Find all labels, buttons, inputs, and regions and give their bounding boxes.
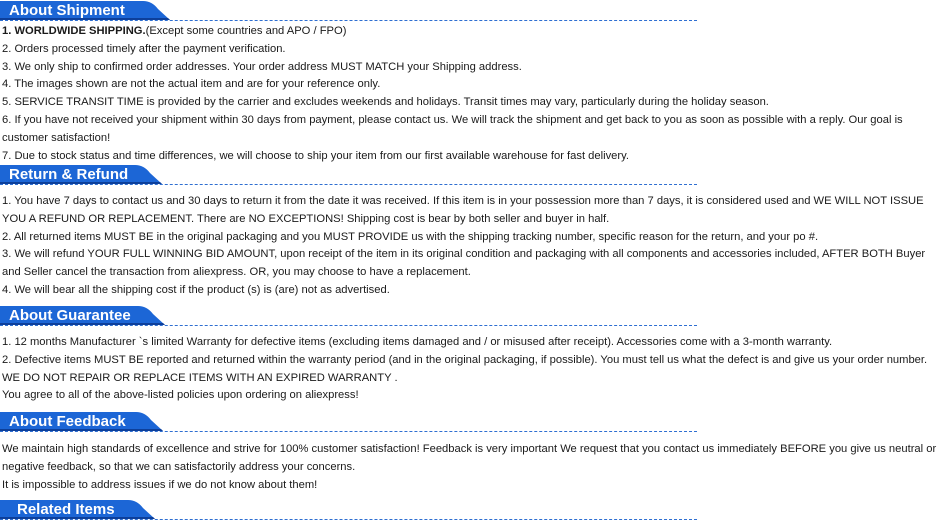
- section-header-related: [0, 500, 941, 522]
- guarantee-item-1: 1. 12 months Manufacturer `s limited Warranty for defective items (excluding items damaged and / or misused after receipt). Accessories come with a 3-month warranty.: [2, 336, 833, 348]
- section-refund: [0, 165, 941, 187]
- shipment-item-7: 7. Due to stock status and time differences, we will choose to ship your item from our first available warehouse for fast delivery.: [2, 149, 629, 162]
- section-title: About Shipment: [9, 2, 125, 19]
- section-tab-related: [0, 500, 175, 520]
- section-title: Return & Refund: [9, 166, 129, 183]
- section-tab-feedback: [0, 412, 175, 432]
- section-shipment: [0, 1, 941, 23]
- refund-item-1: 1. You have 7 days to contact us and 30 days to return it from the date it was received. If this item is in your possession more than 7 days, it is considered used and WE WILL NOT ISSUE YOU A REFUND OR REPLACEMENT. There are NO EXCEPTIONS! Shipping cost is bear by both seller and buyer in half.: [2, 195, 924, 225]
- section-header-refund: [0, 165, 941, 187]
- shipment-item-3: 3. We only ship to confirmed order addresses. Your order address MUST MATCH your Shipping address.: [2, 60, 522, 73]
- shipment-item-1-rest: (Except some countries and APO / FPO): [145, 25, 347, 37]
- shipment-item-6: 6. If you have not received your shipment within 30 days from payment, please contact us. We will track the shipment and get back to you as soon as possible with a reply. Our goal is customer satisfaction!: [2, 113, 903, 144]
- feedback-body: [2, 441, 937, 494]
- section-header-feedback: [0, 412, 941, 434]
- section-title: About Feedback: [9, 413, 126, 430]
- section-feedback: [0, 412, 941, 434]
- guarantee-item-2: 2. Defective items MUST BE reported and returned within the warranty period (and in the original packaging, if possible). You must tell us what the defect is and give us your order number. WE DO NOT REPAIR OR REPLACE ITEMS WITH AN EXPIRED WARRANTY .: [2, 353, 928, 384]
- section-header-shipment: [0, 1, 941, 23]
- shipment-item-4: 4. The images shown are not the actual item and are for your reference only.: [2, 78, 381, 91]
- feedback-item-1: We maintain high standards of excellence and strive for 100% customer satisfaction! Feedback is very important We request that you contact us immediately BEFORE you give us neutral or negative feedback, so that we can satisfactorily address your concerns.: [2, 443, 937, 473]
- shipment-body: [2, 23, 937, 165]
- shipment-item-1-bold: 1. WORLDWIDE SHIPPING.: [2, 25, 146, 37]
- refund-item-2: 2. All returned items MUST BE in the original packaging and you MUST PROVIDE us with the shipping tracking number, specific reason for the return, and your po #.: [2, 230, 819, 243]
- guarantee-item-3: You agree to all of the above-listed policies upon ordering on aliexpress!: [2, 389, 359, 402]
- refund-item-3: 3. We will refund YOUR FULL WINNING BID AMOUNT, upon receipt of the item in its original condition and packaging with all components and accessories included, AFTER BOTH Buyer and Seller cancel the transaction from aliexpress. OR, you may choose to have a replacement.: [2, 248, 926, 279]
- section-title: Related Items: [17, 501, 115, 518]
- shipment-item-1: [2, 23, 937, 41]
- section-tab-shipment: [0, 1, 175, 21]
- refund-body: [2, 193, 937, 300]
- section-guarantee: [0, 306, 941, 328]
- shipment-item-5: 5. SERVICE TRANSIT TIME is provided by the carrier and excludes weekends and holidays. Transit times may vary, particularly during the holiday season.: [2, 96, 769, 109]
- feedback-item-2: It is impossible to address issues if we do not know about them!: [2, 478, 318, 491]
- section-tab-guarantee: [0, 306, 175, 326]
- shipment-item-2: 2. Orders processed timely after the payment verification.: [2, 42, 286, 55]
- guarantee-body: [2, 334, 937, 405]
- section-header-guarantee: [0, 306, 941, 328]
- section-tab-refund: [0, 165, 175, 185]
- refund-item-4: 4. We will bear all the shipping cost if the product (s) is (are) not as advertised.: [2, 283, 390, 296]
- section-title: About Guarantee: [9, 307, 131, 324]
- section-related: [0, 500, 941, 522]
